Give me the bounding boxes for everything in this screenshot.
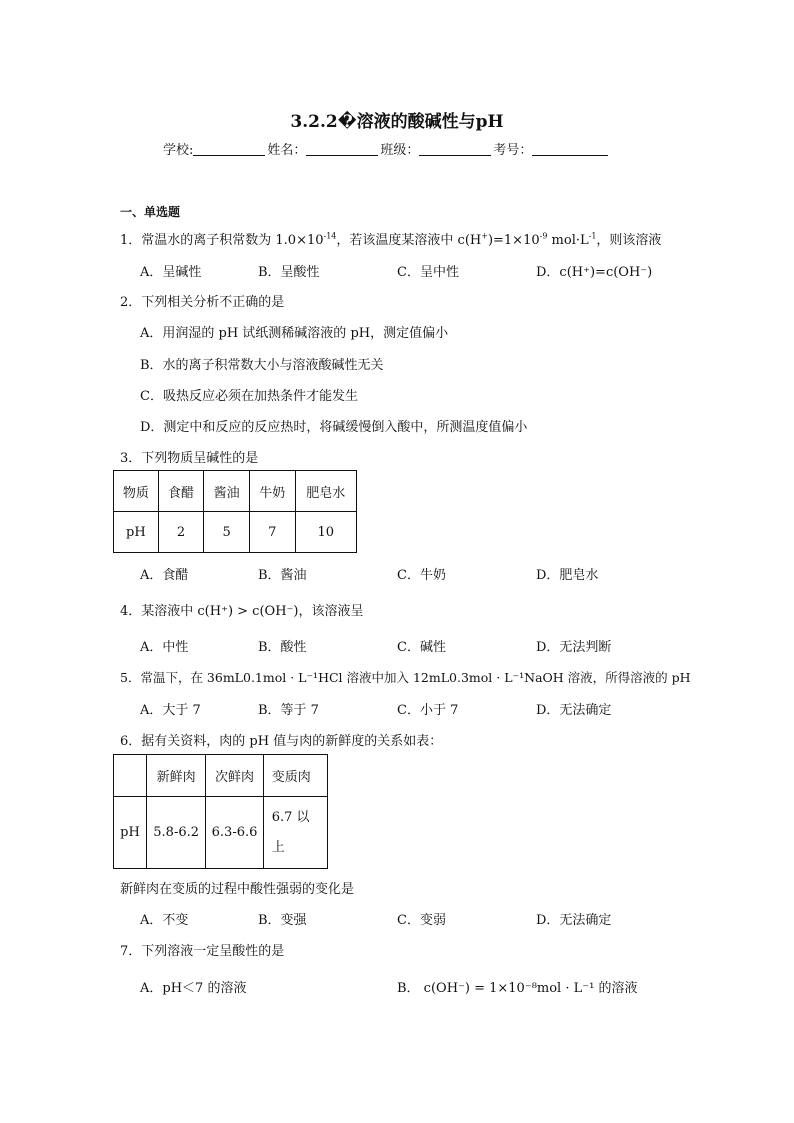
q7-option-b[interactable]: B． c(OH⁻) = 1×10⁻⁸mol · L⁻¹ 的溶液 — [397, 981, 638, 996]
q1-text-e: ，则该溶液 — [596, 233, 662, 248]
q3-table-header-row — [114, 471, 357, 512]
q4-option-a[interactable]: A．中性 — [140, 640, 189, 655]
table-cell: 新鲜肉 — [147, 755, 206, 797]
table-cell: 次鲜肉 — [206, 755, 263, 797]
question-2-stem: 2．下列相关分析不正确的是 — [120, 295, 285, 310]
school-blank[interactable] — [193, 142, 265, 156]
table-cell: pH — [114, 797, 147, 869]
question-4-stem: 4．某溶液中 c(H⁺) > c(OH⁻)，该溶液呈 — [120, 604, 364, 619]
table-cell: 5.8-6.2 — [147, 797, 206, 869]
q2-option-b[interactable]: B．水的离子积常数大小与溶液酸碱性无关 — [140, 358, 384, 373]
table-cell: 5 — [204, 512, 250, 553]
q3-option-a[interactable]: A．食醋 — [140, 568, 189, 583]
q7-option-a[interactable]: A．pH＜7 的溶液 — [140, 981, 247, 996]
school-label: 学校: — [163, 143, 194, 158]
q5-option-b[interactable]: B．等于 7 — [258, 703, 319, 718]
table-cell: 牛奶 — [249, 471, 295, 512]
table-cell: 肥皂水 — [295, 471, 356, 512]
table-cell: 食醋 — [158, 471, 204, 512]
q2-option-a[interactable]: A．用润湿的 pH 试纸测稀碱溶液的 pH，测定值偏小 — [140, 326, 449, 341]
name-label: 姓名： — [267, 143, 307, 158]
q6-option-d[interactable]: D．无法确定 — [536, 913, 612, 928]
page-title: 3.2.2�溶液的酸碱性与pH — [290, 112, 504, 132]
table-cell: 变质肉 — [263, 755, 327, 797]
q3-option-c[interactable]: C．牛奶 — [397, 568, 446, 583]
q1-text-a: 1．常温水的离子积常数为 1.0×10 — [120, 233, 324, 248]
q5-option-a[interactable]: A．大于 7 — [140, 703, 201, 718]
q3-table — [113, 470, 357, 553]
q1-option-a[interactable]: A．呈碱性 — [140, 265, 202, 280]
q1-exp-b: + — [481, 231, 488, 241]
q6-table-header-row — [114, 755, 328, 797]
q6-option-c[interactable]: C．变弱 — [397, 913, 446, 928]
exam-no-label: 考号： — [493, 143, 533, 158]
q3-option-b[interactable]: B．酱油 — [258, 568, 307, 583]
q2-option-d[interactable]: D．测定中和反应的反应热时，将碱缓慢倒入酸中，所测温度值偏小 — [140, 420, 528, 435]
table-cell: 酱油 — [204, 471, 250, 512]
question-3-stem: 3．下列物质呈碱性的是 — [120, 451, 259, 466]
q4-option-b[interactable]: B．酸性 — [258, 640, 307, 655]
table-cell: 物质 — [114, 471, 159, 512]
question-5-stem: 5．常温下，在 36mL0.1mol · L⁻¹HCl 溶液中加入 12mL0.3mol · L⁻¹NaOH 溶液，所得溶液的 pH — [120, 670, 691, 685]
student-info-line — [163, 139, 610, 158]
question-6-followup: 新鲜肉在变质的过程中酸性强弱的变化是 — [120, 882, 355, 897]
q6-option-b[interactable]: B．变强 — [258, 913, 307, 928]
table-cell: 7 — [249, 512, 295, 553]
q2-option-c[interactable]: C．吸热反应必须在加热条件才能发生 — [140, 389, 358, 404]
q1-option-d[interactable]: D．c(H⁺)=c(OH⁻) — [536, 265, 653, 280]
class-blank[interactable] — [419, 142, 491, 156]
table-cell — [114, 755, 147, 797]
q1-exp-c: -9 — [539, 231, 548, 241]
q1-text-b: ，若该温度某溶液中 c(H — [336, 233, 482, 248]
table-cell: 6.3-6.6 — [206, 797, 263, 869]
q1-exp-a: -14 — [323, 231, 337, 241]
q4-option-d[interactable]: D．无法判断 — [536, 640, 612, 655]
exam-no-blank[interactable] — [532, 142, 608, 156]
table-cell: 10 — [295, 512, 356, 553]
table-cell: 6.7 以上 — [263, 797, 327, 869]
q1-text-d: mol·L — [547, 233, 589, 248]
q5-option-d[interactable]: D．无法确定 — [536, 703, 612, 718]
q5-option-c[interactable]: C．小于 7 — [397, 703, 459, 718]
class-label: 班级： — [380, 143, 420, 158]
q6-table-row — [114, 797, 328, 869]
table-cell: 2 — [158, 512, 204, 553]
section-heading: 一、单选题 — [120, 205, 181, 219]
q1-text-c: )=1×10 — [487, 233, 540, 248]
q6-table — [113, 754, 328, 869]
question-6-stem: 6．据有关资料，肉的 pH 值与肉的新鲜度的关系如表： — [120, 734, 443, 749]
q1-exp-d: -1 — [588, 231, 597, 241]
q6-option-a[interactable]: A．不变 — [140, 913, 189, 928]
q1-option-c[interactable]: C．呈中性 — [397, 265, 459, 280]
name-blank[interactable] — [306, 142, 378, 156]
q3-table-row — [114, 512, 357, 553]
q3-option-d[interactable]: D．肥皂水 — [536, 568, 599, 583]
question-7-stem: 7．下列溶液一定呈酸性的是 — [120, 944, 285, 959]
q4-option-c[interactable]: C．碱性 — [397, 640, 446, 655]
question-1-stem — [120, 229, 661, 248]
table-cell: pH — [114, 512, 159, 553]
q1-option-b[interactable]: B．呈酸性 — [258, 265, 320, 280]
